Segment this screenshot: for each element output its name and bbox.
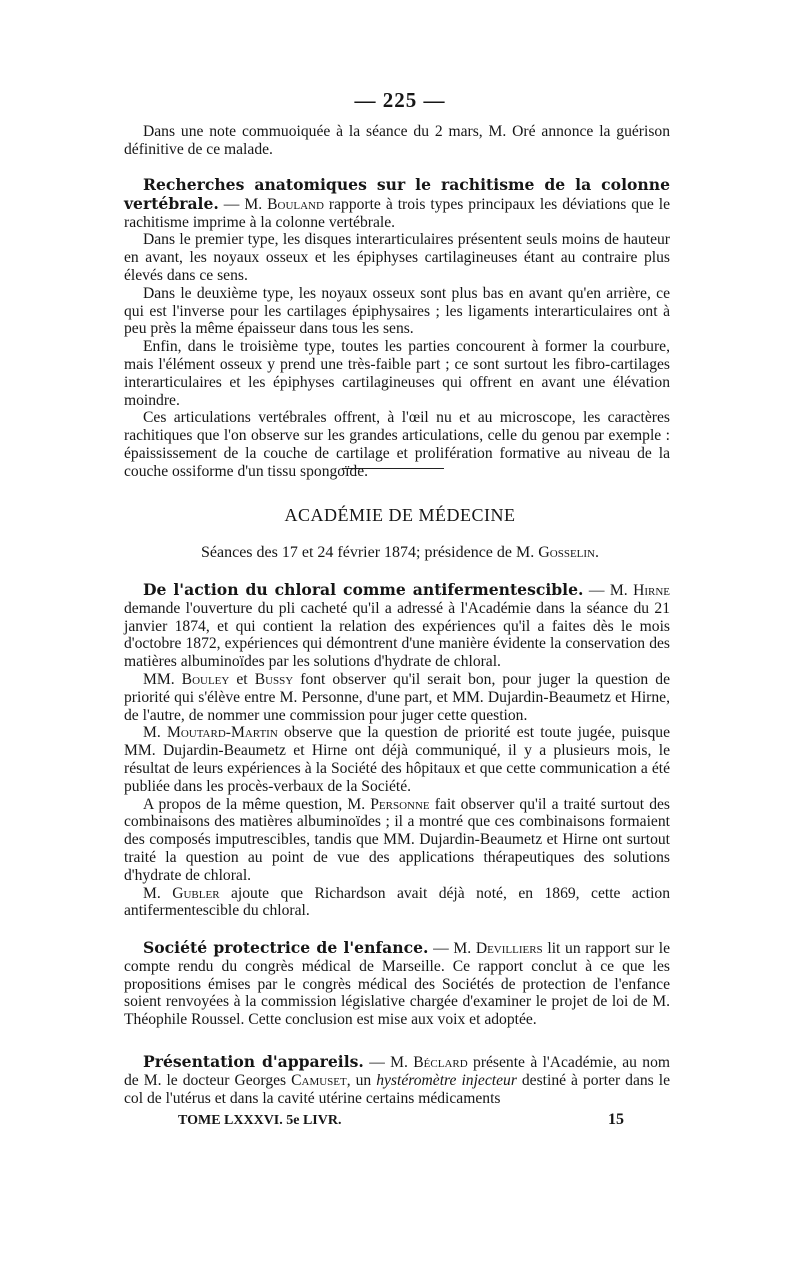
text-run: MM. (143, 670, 182, 688)
author-name: Bouley (181, 670, 230, 688)
text-run: — M. (363, 1054, 414, 1071)
separator-rule (342, 468, 444, 469)
text-run: Séances des 17 et 24 février 1874; présidence de M. (201, 544, 539, 561)
text-run: présente à l'Académie, au nom de M. le docteur Georges (124, 1054, 670, 1089)
text-run: font observer qu'il serait bon, pour juger la question de priorité qui s'élève entre M. Personne, d'une part, et MM. Dujardin-Beaumetz et Hirne, de l'autre, de nommer une commission pour juger cette question. (124, 670, 670, 724)
section-enfance (124, 939, 670, 1029)
text-run: lit un rapport sur le compte rendu du congrès médical de Marseille. Ce rapport conclut à ce que les propositions émises par le congrès médical des Sociétés de protection de l'enfance soient renvoyées à la commission législative chargée d'examiner le projet de loi de M. Théophile Roussel. Cette conclusion est mise aux voix et adoptée. (124, 940, 670, 1029)
paragraph (124, 885, 670, 921)
paragraph: Enfin, dans le troisième type, toutes les parties concourent à former la courbure, mais l'élément osseux y prend une très-faible part ; ce sont surtout les fibro-cartilages interarticulaires et les épiphyses cartilagineuses qui offrent en avant une élévation moindre. (124, 338, 670, 409)
text-run: — M. (583, 582, 634, 599)
paragraph (124, 671, 670, 724)
session-line (0, 544, 800, 562)
section-appareils (124, 1053, 670, 1107)
author-name: Bussy (254, 670, 294, 688)
text-run: A propos de la même question, M. (143, 795, 371, 813)
section-chloral (124, 581, 670, 920)
text-run: observe que la question de priorité est toute jugée, puisque MM. Dujardin-Beaumetz et Hirne ont déjà communiqué, il y a plusieurs mois, le résultat de leurs expériences à la Société des hôpitaux et que cette communication a été publiée dans les procès-verbaux de la Société. (124, 724, 670, 795)
author-name: Gubler (172, 884, 220, 902)
text-run: rapporte à trois types principaux les déviations que le rachitisme imprime à la colonne vertébrale. (124, 195, 671, 231)
paragraph: Ces articulations vertébrales offrent, à l'œil nu et au microscope, les caractères rachitiques que l'on observe sur les grandes articulations, celle du genou par exemple : épaississement de la couche de cartilage et prolifération formative au niveau de la couche ossiforme d'un tissu spongoïde. (124, 409, 670, 480)
text-run: . (595, 544, 599, 561)
author-name: Hirne (633, 582, 670, 599)
intro-block (124, 123, 670, 159)
instrument-name: hystéromètre injecteur (376, 1071, 517, 1089)
author-name: Devilliers (475, 940, 543, 957)
author-name: Moutard-Martin (166, 724, 278, 742)
text-run: — M. (428, 940, 476, 957)
author-name: Béclard (413, 1054, 468, 1071)
signature-mark: 15 (608, 1111, 624, 1128)
section-rachitisme (124, 176, 670, 481)
academy-title: ACADÉMIE DE MÉDECINE (284, 505, 516, 525)
text-run: M. (143, 724, 167, 742)
paragraph (124, 939, 670, 1029)
author-name: Camuset (291, 1071, 347, 1089)
intro-paragraph: Dans une note commuoiquée à la séance du 2 mars, M. Oré annonce la guérison définitive de ce malade. (124, 123, 670, 158)
author-name: Personne (370, 795, 430, 813)
page-footer (178, 1113, 624, 1129)
section-heading: Société protectrice de l'enfance. (143, 938, 429, 957)
paragraph: Dans le premier type, les disques interarticulaires présentent seuls moins de hauteur en avant, les noyaux osseux et les épiphyses cartilagineuses étant au contraire plus élevés dans ce sens. (124, 231, 670, 284)
text-run: fait observer qu'il a traité surtout des combinaisons des matières albuminoïdes ; il a montré que ces combinaisons formaient des composés imputrescibles, tandis que MM. Dujardin-Beaumetz et Hirne ont surtout traité la question au point de vue des applications thérapeutiques des solutions d'hydrate de chloral. (124, 795, 670, 884)
paragraph (124, 796, 670, 885)
president-name: Gosselin (538, 544, 595, 561)
text-run: ajoute que Richardson avait déjà noté, en 1869, cette action antifermentescible du chloral. (124, 884, 670, 920)
paragraph (124, 581, 670, 671)
text-run: demande l'ouverture du pli cacheté qu'il a adressé à l'Académie dans la séance du 21 janvier 1874, et qui contient la relation des expériences qu'il a faites dès le mois d'octobre 1872, expériences qui démontrent d'une manière évidente la conservation des matières albuminoïdes par les solutions d'hydrate de chloral. (124, 599, 670, 671)
text-run: et (229, 670, 255, 688)
paragraph (124, 176, 670, 231)
section-heading: Recherches anatomiques sur le rachitisme de la colonne vertébrale. (124, 175, 670, 213)
author-name: Bouland (267, 195, 324, 213)
text-run: M. (143, 884, 173, 902)
paragraph (124, 724, 670, 795)
section-heading: De l'action du chloral comme antifermentescible. (143, 580, 584, 599)
text-run: , un (346, 1071, 377, 1089)
text-run: — M. (218, 195, 268, 213)
paragraph (124, 1053, 670, 1107)
text-run: destiné à porter dans le col de l'utérus et dans la cavité utérine certains médicaments (124, 1071, 670, 1107)
page-number: — 225 — (354, 88, 446, 112)
volume-label: TOME LXXXVI. 5e LIVR. (178, 1113, 342, 1128)
paragraph: Dans le deuxième type, les noyaux osseux sont plus bas en avant qu'en arrière, ce qui est l'inverse pour les cartilages épiphysaires ; les ligaments interarticulaires ont à peu près la même épaisseur dans tous les sens. (124, 284, 670, 338)
section-heading: Présentation d'appareils. (143, 1052, 364, 1071)
